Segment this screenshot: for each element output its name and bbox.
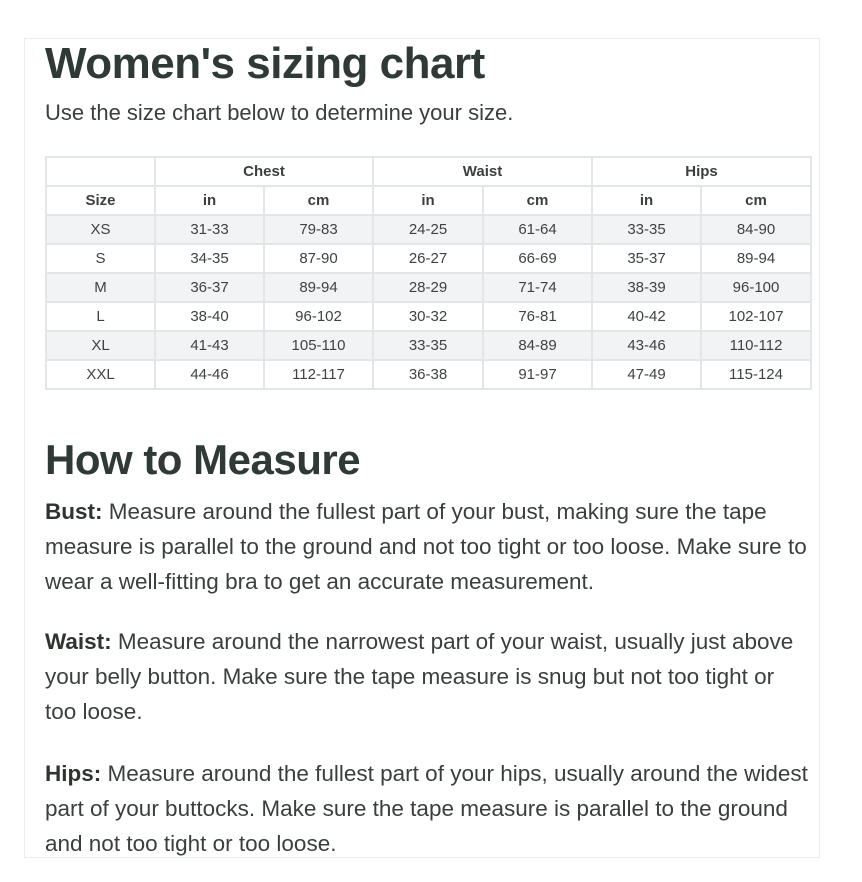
- unit-header: in: [155, 186, 264, 215]
- measurement-cell: 87-90: [264, 244, 373, 273]
- size-cell: L: [46, 302, 155, 331]
- unit-header: cm: [264, 186, 373, 215]
- hips-instructions: [45, 756, 811, 861]
- size-table: [45, 156, 812, 390]
- page-title: Women's sizing chart: [45, 39, 485, 88]
- measurement-cell: 40-42: [592, 302, 701, 331]
- measurement-cell: 34-35: [155, 244, 264, 273]
- group-header-row: [46, 157, 811, 186]
- size-column-header: Size: [46, 186, 155, 215]
- hips-text: Measure around the fullest part of your hips, usually around the widest part of your buttocks. Make sure the tape measure is parallel to the ground and not too tight or too loose.: [45, 761, 808, 856]
- measurement-cell: 96-102: [264, 302, 373, 331]
- unit-header-row: [46, 186, 811, 215]
- unit-header: in: [373, 186, 483, 215]
- bust-text: Measure around the fullest part of your bust, making sure the tape measure is parallel to the ground and not too tight or too loose. Make sure to wear a well-fitting bra to get an accurate measurement.: [45, 499, 807, 594]
- group-header-chest: Chest: [155, 157, 373, 186]
- measurement-cell: 115-124: [701, 360, 811, 389]
- table-row: [46, 273, 811, 302]
- measurement-cell: 89-94: [264, 273, 373, 302]
- measurement-cell: 84-89: [483, 331, 592, 360]
- table-row: [46, 244, 811, 273]
- table-row: [46, 360, 811, 389]
- measurement-cell: 96-100: [701, 273, 811, 302]
- measurement-cell: 47-49: [592, 360, 701, 389]
- hips-label: Hips:: [45, 761, 102, 786]
- measurement-cell: 30-32: [373, 302, 483, 331]
- measurement-cell: 112-117: [264, 360, 373, 389]
- measurement-cell: 35-37: [592, 244, 701, 273]
- unit-header: cm: [701, 186, 811, 215]
- measurement-cell: 66-69: [483, 244, 592, 273]
- table-row: [46, 302, 811, 331]
- table-row: [46, 215, 811, 244]
- measurement-cell: 28-29: [373, 273, 483, 302]
- measurement-cell: 79-83: [264, 215, 373, 244]
- waist-label: Waist:: [45, 629, 112, 654]
- bust-instructions: [45, 494, 811, 599]
- group-header-hips: Hips: [592, 157, 811, 186]
- measurement-cell: 110-112: [701, 331, 811, 360]
- measurement-cell: 41-43: [155, 331, 264, 360]
- measurement-cell: 91-97: [483, 360, 592, 389]
- size-cell: XS: [46, 215, 155, 244]
- unit-header: in: [592, 186, 701, 215]
- how-to-measure-title: How to Measure: [45, 436, 361, 483]
- bust-label: Bust:: [45, 499, 103, 524]
- size-table-body: [46, 215, 811, 389]
- intro-text: Use the size chart below to determine your size.: [45, 100, 514, 125]
- measurement-cell: 89-94: [701, 244, 811, 273]
- measurement-cell: 71-74: [483, 273, 592, 302]
- table-row: [46, 331, 811, 360]
- measurement-cell: 76-81: [483, 302, 592, 331]
- size-cell: XL: [46, 331, 155, 360]
- measurement-cell: 33-35: [592, 215, 701, 244]
- measurement-cell: 105-110: [264, 331, 373, 360]
- size-cell: S: [46, 244, 155, 273]
- waist-text: Measure around the narrowest part of your waist, usually just above your belly button. Make sure the tape measure is snug but not too tight or too loose.: [45, 629, 794, 724]
- unit-header: cm: [483, 186, 592, 215]
- waist-instructions: [45, 624, 811, 729]
- empty-corner-cell: [46, 157, 155, 186]
- measurement-cell: 84-90: [701, 215, 811, 244]
- group-header-waist: Waist: [373, 157, 592, 186]
- measurement-cell: 38-40: [155, 302, 264, 331]
- measurement-cell: 38-39: [592, 273, 701, 302]
- measurement-cell: 61-64: [483, 215, 592, 244]
- sizing-card: [24, 38, 820, 858]
- measurement-cell: 26-27: [373, 244, 483, 273]
- measurement-cell: 43-46: [592, 331, 701, 360]
- size-cell: XXL: [46, 360, 155, 389]
- measurement-cell: 44-46: [155, 360, 264, 389]
- measurement-cell: 33-35: [373, 331, 483, 360]
- size-cell: M: [46, 273, 155, 302]
- measurement-cell: 31-33: [155, 215, 264, 244]
- measurement-cell: 102-107: [701, 302, 811, 331]
- measurement-cell: 36-37: [155, 273, 264, 302]
- measurement-cell: 36-38: [373, 360, 483, 389]
- measurement-cell: 24-25: [373, 215, 483, 244]
